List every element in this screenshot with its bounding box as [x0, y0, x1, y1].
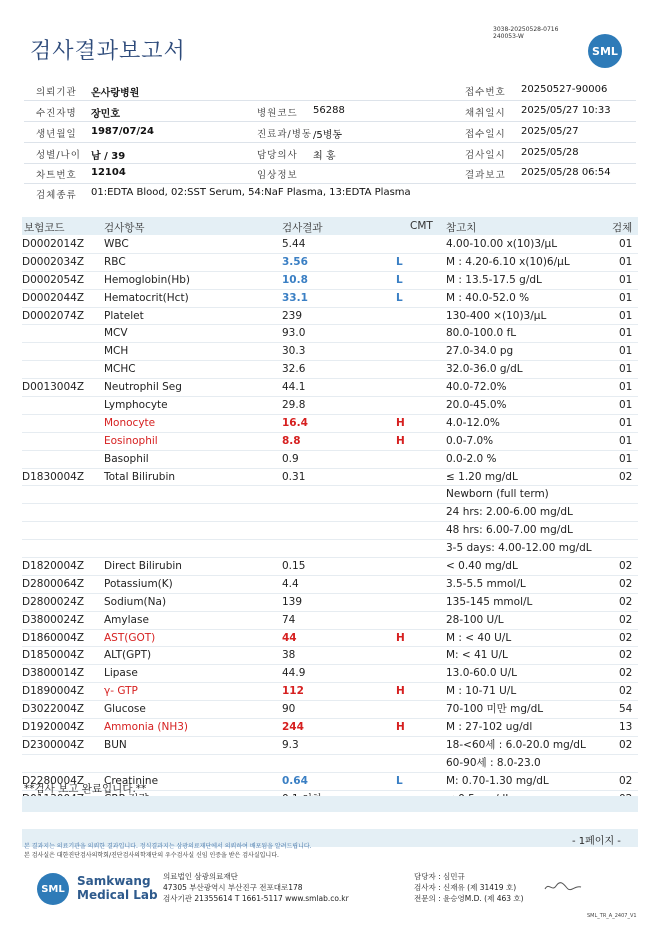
result-reference: 28-100 U/L: [446, 613, 504, 626]
clinical-label: 임상정보: [257, 170, 298, 181]
result-reference: < 0.40 mg/dL: [446, 560, 518, 573]
result-code: D1830004Z: [22, 470, 85, 483]
result-value: 32.6: [282, 363, 306, 376]
result-value: 0.64: [282, 774, 308, 787]
result-item: Hematocrit(Hct): [104, 291, 189, 304]
result-flag: H: [396, 631, 405, 644]
receipt-date-label: 접수일시: [465, 129, 506, 140]
result-code: D1850004Z: [22, 649, 85, 662]
footer-contact: 검사기관 21355614 T 1661-5117 www.smlab.co.kr: [163, 894, 349, 903]
result-value: 44.1: [282, 381, 306, 394]
footer-staff-manager: 담당자 : 심민규: [414, 872, 465, 881]
footer-lab-name: [77, 874, 158, 902]
result-specimen: 01: [619, 273, 633, 286]
result-value: 10.8: [282, 273, 308, 286]
info-row-sex-age: [24, 143, 636, 164]
result-row: [22, 325, 638, 343]
result-value: 244: [282, 721, 304, 734]
footer-sml-logo: SML: [37, 873, 69, 905]
result-item: ALT(GPT): [104, 649, 152, 662]
result-value: 4.4: [282, 577, 299, 590]
document-id-line-1: 3038-20250528-0716: [493, 26, 559, 33]
result-value: 93.0: [282, 327, 306, 340]
receipt-no-value: 20250527-90006: [521, 84, 608, 95]
sml-logo: SML: [588, 34, 622, 68]
name-value: 장민호: [91, 109, 120, 120]
result-item: Neutrophil Seg: [104, 381, 182, 394]
result-code: D2300004Z: [22, 738, 85, 751]
sex-age-value: 남 / 39: [91, 151, 126, 162]
footer-staff-tester: 검사자 : 신재유 (제 31419 호): [414, 883, 517, 892]
result-item: Hemoglobin(Hb): [104, 273, 191, 286]
result-reference: 4.0-12.0%: [446, 416, 500, 429]
result-reference: 27.0-34.0 pg: [446, 345, 514, 358]
result-reference: 0.0-7.0%: [446, 434, 494, 447]
result-item: γ- GTP: [104, 685, 138, 698]
result-specimen: 01: [619, 327, 633, 340]
result-value: 16.4: [282, 416, 308, 429]
result-reference: 32.0-36.0 g/dL: [446, 363, 523, 376]
document-id-line-2: 240053-W: [493, 33, 524, 40]
result-item: Potassium(K): [104, 577, 173, 590]
result-specimen: 01: [619, 309, 633, 322]
result-row: [22, 290, 638, 308]
result-code: D2800024Z: [22, 595, 85, 608]
result-row: [22, 737, 638, 755]
result-item: AST(GOT): [104, 631, 156, 644]
dept-value: /5병동: [313, 130, 343, 141]
result-value: 239: [282, 309, 303, 322]
result-code: D3022004Z: [22, 703, 85, 716]
doctor-label: 담당의사: [257, 150, 298, 161]
result-specimen: 02: [619, 667, 633, 680]
result-row: [22, 272, 638, 290]
result-value: 29.8: [282, 399, 306, 412]
result-item: MCHC: [104, 363, 136, 376]
specimen-label: 검체종류: [36, 190, 77, 201]
result-row: [22, 701, 638, 719]
result-reference: M: < 41 U/L: [446, 649, 508, 662]
result-reference: M : 40.0-52.0 %: [446, 291, 530, 304]
result-code: D0002034Z: [22, 255, 85, 268]
result-row: [22, 451, 638, 469]
result-flag: L: [396, 774, 403, 787]
result-code: D0013004Z: [22, 381, 85, 394]
birth-value: 1987/07/24: [91, 126, 154, 137]
dept-label: 진료과/병동: [257, 129, 313, 140]
result-specimen: 01: [619, 381, 633, 394]
result-specimen: 02: [619, 470, 633, 483]
result-reference: 130-400 ×(10)3/μL: [446, 309, 547, 322]
result-item: Amylase: [104, 613, 149, 626]
result-reference: 0.0-2.0 %: [446, 452, 497, 465]
result-code: D3800014Z: [22, 667, 85, 680]
result-flag: L: [396, 291, 403, 304]
result-item: Total Bilirubin: [104, 470, 176, 483]
result-value: 0.9: [282, 452, 299, 465]
result-reference: 40.0-72.0%: [446, 381, 507, 394]
result-code: D2800064Z: [22, 577, 85, 590]
result-reference: M : < 40 U/L: [446, 631, 512, 644]
result-item: Monocyte: [104, 416, 156, 429]
result-item: Lymphocyte: [104, 399, 168, 412]
result-specimen: 01: [619, 434, 633, 447]
result-specimen: 13: [619, 721, 633, 734]
result-specimen: 02: [619, 560, 633, 573]
result-specimen: 02: [619, 738, 633, 751]
result-row: [22, 558, 638, 576]
result-specimen: 01: [619, 452, 633, 465]
result-value: 44.9: [282, 667, 306, 680]
result-reference: 4.00-10.00 x(10)3/μL: [446, 238, 558, 250]
result-value: 0.31: [282, 470, 306, 483]
result-row: [22, 504, 638, 522]
footer-address: 47305 부산광역시 부산진구 전포대로178: [163, 883, 303, 892]
result-specimen: 02: [619, 613, 633, 626]
result-value: 44: [282, 631, 297, 644]
result-value: 3.56: [282, 255, 308, 268]
result-row: [22, 522, 638, 540]
result-value: 0.15: [282, 560, 306, 573]
signature-mark: [543, 880, 583, 894]
col-header-code: 보험코드: [24, 222, 65, 234]
result-specimen: 01: [619, 291, 633, 304]
report-end-message: **검사 보고 완료입니다.**: [24, 783, 147, 795]
footer-org: 의료법인 삼광의료재단: [163, 872, 238, 881]
result-row: [22, 665, 638, 683]
result-row: [22, 469, 638, 487]
col-header-result: 검사결과: [282, 222, 323, 234]
result-value: 112: [282, 685, 304, 698]
result-flag: H: [396, 434, 405, 447]
result-value: 9.3: [282, 738, 299, 751]
result-code: D0002044Z: [22, 291, 85, 304]
result-reference: M : 13.5-17.5 g/dL: [446, 273, 542, 286]
disclaimer-note: 본 결과지는 의료기관을 의뢰한 결과입니다. 정식결과지는 삼광의료재단에서 의뢰하여 배포됨을 알려드립니다.: [24, 843, 312, 850]
result-row: [22, 594, 638, 612]
result-item: Ammonia (NH3): [104, 721, 189, 734]
result-code: D3800024Z: [22, 613, 85, 626]
result-row: [22, 379, 638, 397]
report-title: 검사결과보고서: [30, 39, 186, 64]
result-flag: H: [396, 685, 405, 698]
result-reference: M: 0.70-1.30 mg/dL: [446, 774, 549, 787]
result-reference: 3.5-5.5 mmol/L: [446, 577, 526, 590]
result-value: 33.1: [282, 291, 308, 304]
hospital-code-value: 56288: [313, 105, 345, 116]
form-code: SML_TR_A_2407_V1: [587, 913, 637, 919]
result-row: [22, 630, 638, 648]
result-row: [22, 683, 638, 701]
result-code: D0002074Z: [22, 309, 85, 322]
col-header-ref: 참고치: [446, 222, 477, 234]
report-date-label: 결과보고: [465, 170, 506, 181]
result-item: RBC: [104, 255, 126, 268]
result-reference: M : 4.20-6.10 x(10)6/μL: [446, 255, 570, 268]
result-row: [22, 397, 638, 415]
result-code: D1920004Z: [22, 721, 85, 734]
result-specimen: 01: [619, 416, 633, 429]
institution-label: 의뢰기관: [36, 87, 77, 98]
result-reference: 48 hrs: 6.00-7.00 mg/dL: [446, 524, 573, 537]
result-row: [22, 486, 638, 504]
result-value: 38: [282, 649, 296, 662]
result-row: [22, 361, 638, 379]
result-item: Basophil: [104, 452, 149, 465]
footer-staff-specialist: 전문의 : 윤승영M.D. (제 463 호): [414, 894, 524, 903]
sex-age-label: 성별/나이: [36, 150, 81, 161]
result-specimen: 01: [619, 345, 633, 358]
result-code: D2280004Z: [22, 774, 85, 787]
result-row: [22, 540, 638, 558]
result-value: 74: [282, 613, 296, 626]
result-reference: 24 hrs: 2.00-6.00 mg/dL: [446, 506, 573, 519]
result-specimen: 01: [619, 255, 633, 268]
result-reference: 18-<60세 : 6.0-20.0 mg/dL: [446, 738, 586, 751]
chart-no-value: 12104: [91, 167, 126, 178]
result-specimen: 01: [619, 238, 633, 250]
result-specimen: 02: [619, 649, 633, 662]
result-item: Glucose: [104, 703, 146, 716]
test-date-label: 검사일시: [465, 150, 506, 161]
result-item: Direct Bilirubin: [104, 560, 182, 573]
institution-value: 온사랑병원: [91, 88, 140, 99]
result-reference: 135-145 mmol/L: [446, 595, 533, 608]
page-number: - 1페이지 -: [572, 836, 621, 847]
result-code: D0002014Z: [22, 238, 85, 250]
result-reference: M : 10-71 U/L: [446, 685, 517, 698]
result-item: MCV: [104, 327, 128, 340]
info-row-birth: [24, 122, 636, 143]
result-row: [22, 415, 638, 433]
results-table-body: [22, 236, 638, 809]
report-date-value: 2025/05/28 06:54: [521, 167, 611, 178]
result-item: Creatinine: [104, 774, 159, 787]
table-end-band: [22, 796, 638, 812]
result-row: [22, 308, 638, 326]
result-reference: 3-5 days: 4.00-12.00 mg/dL: [446, 542, 592, 555]
lab-name-line-2: Medical Lab: [77, 888, 158, 902]
result-flag: H: [396, 721, 405, 734]
hospital-code-label: 병원코드: [257, 108, 298, 119]
result-row: [22, 612, 638, 630]
name-label: 수진자명: [36, 108, 77, 119]
result-code: D1860004Z: [22, 631, 85, 644]
info-row-specimen: [24, 183, 636, 203]
result-specimen: 02: [619, 685, 633, 698]
footer-staff-info: [414, 871, 524, 904]
result-value: 90: [282, 703, 296, 716]
info-row-name: [24, 101, 636, 122]
collect-date-label: 채취일시: [465, 108, 506, 119]
col-header-item: 검사항목: [104, 222, 145, 234]
result-row: [22, 647, 638, 665]
certification-note: 본 검사실은 대한진단검사의학회/진단검사의학재단의 우수검사실 신임 인증을 받은 검사실입니다.: [24, 852, 279, 859]
result-reference: Newborn (full term): [446, 488, 549, 501]
result-row: [22, 719, 638, 737]
col-header-specimen: 검체: [612, 222, 633, 234]
result-row: [22, 254, 638, 272]
result-item: WBC: [104, 238, 129, 250]
result-item: MCH: [104, 345, 129, 358]
result-reference: ≤ 1.20 mg/dL: [446, 470, 518, 483]
result-row: [22, 236, 638, 254]
result-value: 139: [282, 595, 303, 608]
result-flag: L: [396, 255, 403, 268]
result-specimen: 01: [619, 399, 633, 412]
result-reference: 60-90세 : 8.0-23.0: [446, 756, 541, 769]
results-table-header: [22, 217, 638, 235]
info-row-chart: [24, 163, 636, 184]
result-reference: M : 27-102 ug/dl: [446, 721, 533, 734]
result-reference: 70-100 미만 mg/dL: [446, 703, 544, 716]
result-row: [22, 576, 638, 594]
info-row-institution: [24, 80, 636, 101]
test-date-value: 2025/05/28: [521, 147, 579, 158]
result-value: 8.8: [282, 434, 301, 447]
result-flag: L: [396, 273, 403, 286]
collect-date-value: 2025/05/27 10:33: [521, 105, 611, 116]
specimen-value: 01:EDTA Blood, 02:SST Serum, 54:NaF Plasma, 13:EDTA Plasma: [91, 187, 411, 198]
result-reference: 80.0-100.0 fL: [446, 327, 517, 340]
result-item: Lipase: [104, 667, 138, 680]
result-value: 5.44: [282, 238, 306, 250]
receipt-date-value: 2025/05/27: [521, 126, 579, 137]
receipt-no-label: 접수번호: [465, 87, 506, 98]
result-item: Platelet: [104, 309, 144, 322]
result-row: [22, 755, 638, 773]
result-value: 30.3: [282, 345, 306, 358]
doctor-value: 최 홍: [313, 151, 336, 162]
result-reference: 13.0-60.0 U/L: [446, 667, 517, 680]
result-specimen: 02: [619, 774, 633, 787]
result-specimen: 02: [619, 595, 633, 608]
result-row: [22, 343, 638, 361]
birth-label: 생년월일: [36, 129, 77, 140]
document-id: [493, 26, 558, 40]
result-row: [22, 433, 638, 451]
col-header-cmt: CMT: [410, 220, 433, 232]
result-code: D1820004Z: [22, 560, 85, 573]
result-specimen: 02: [619, 577, 633, 590]
result-specimen: 01: [619, 363, 633, 376]
result-specimen: 02: [619, 631, 633, 644]
lab-name-line-1: Samkwang: [77, 874, 151, 888]
result-item: Eosinophil: [104, 434, 158, 447]
result-item: BUN: [104, 738, 127, 751]
result-reference: 20.0-45.0%: [446, 399, 507, 412]
footer-org-info: [163, 871, 349, 904]
result-code: D1890004Z: [22, 685, 85, 698]
result-specimen: 54: [619, 703, 633, 716]
result-code: D0002054Z: [22, 273, 85, 286]
chart-no-label: 차트번호: [36, 170, 77, 181]
result-item: Sodium(Na): [104, 595, 167, 608]
result-flag: H: [396, 416, 405, 429]
